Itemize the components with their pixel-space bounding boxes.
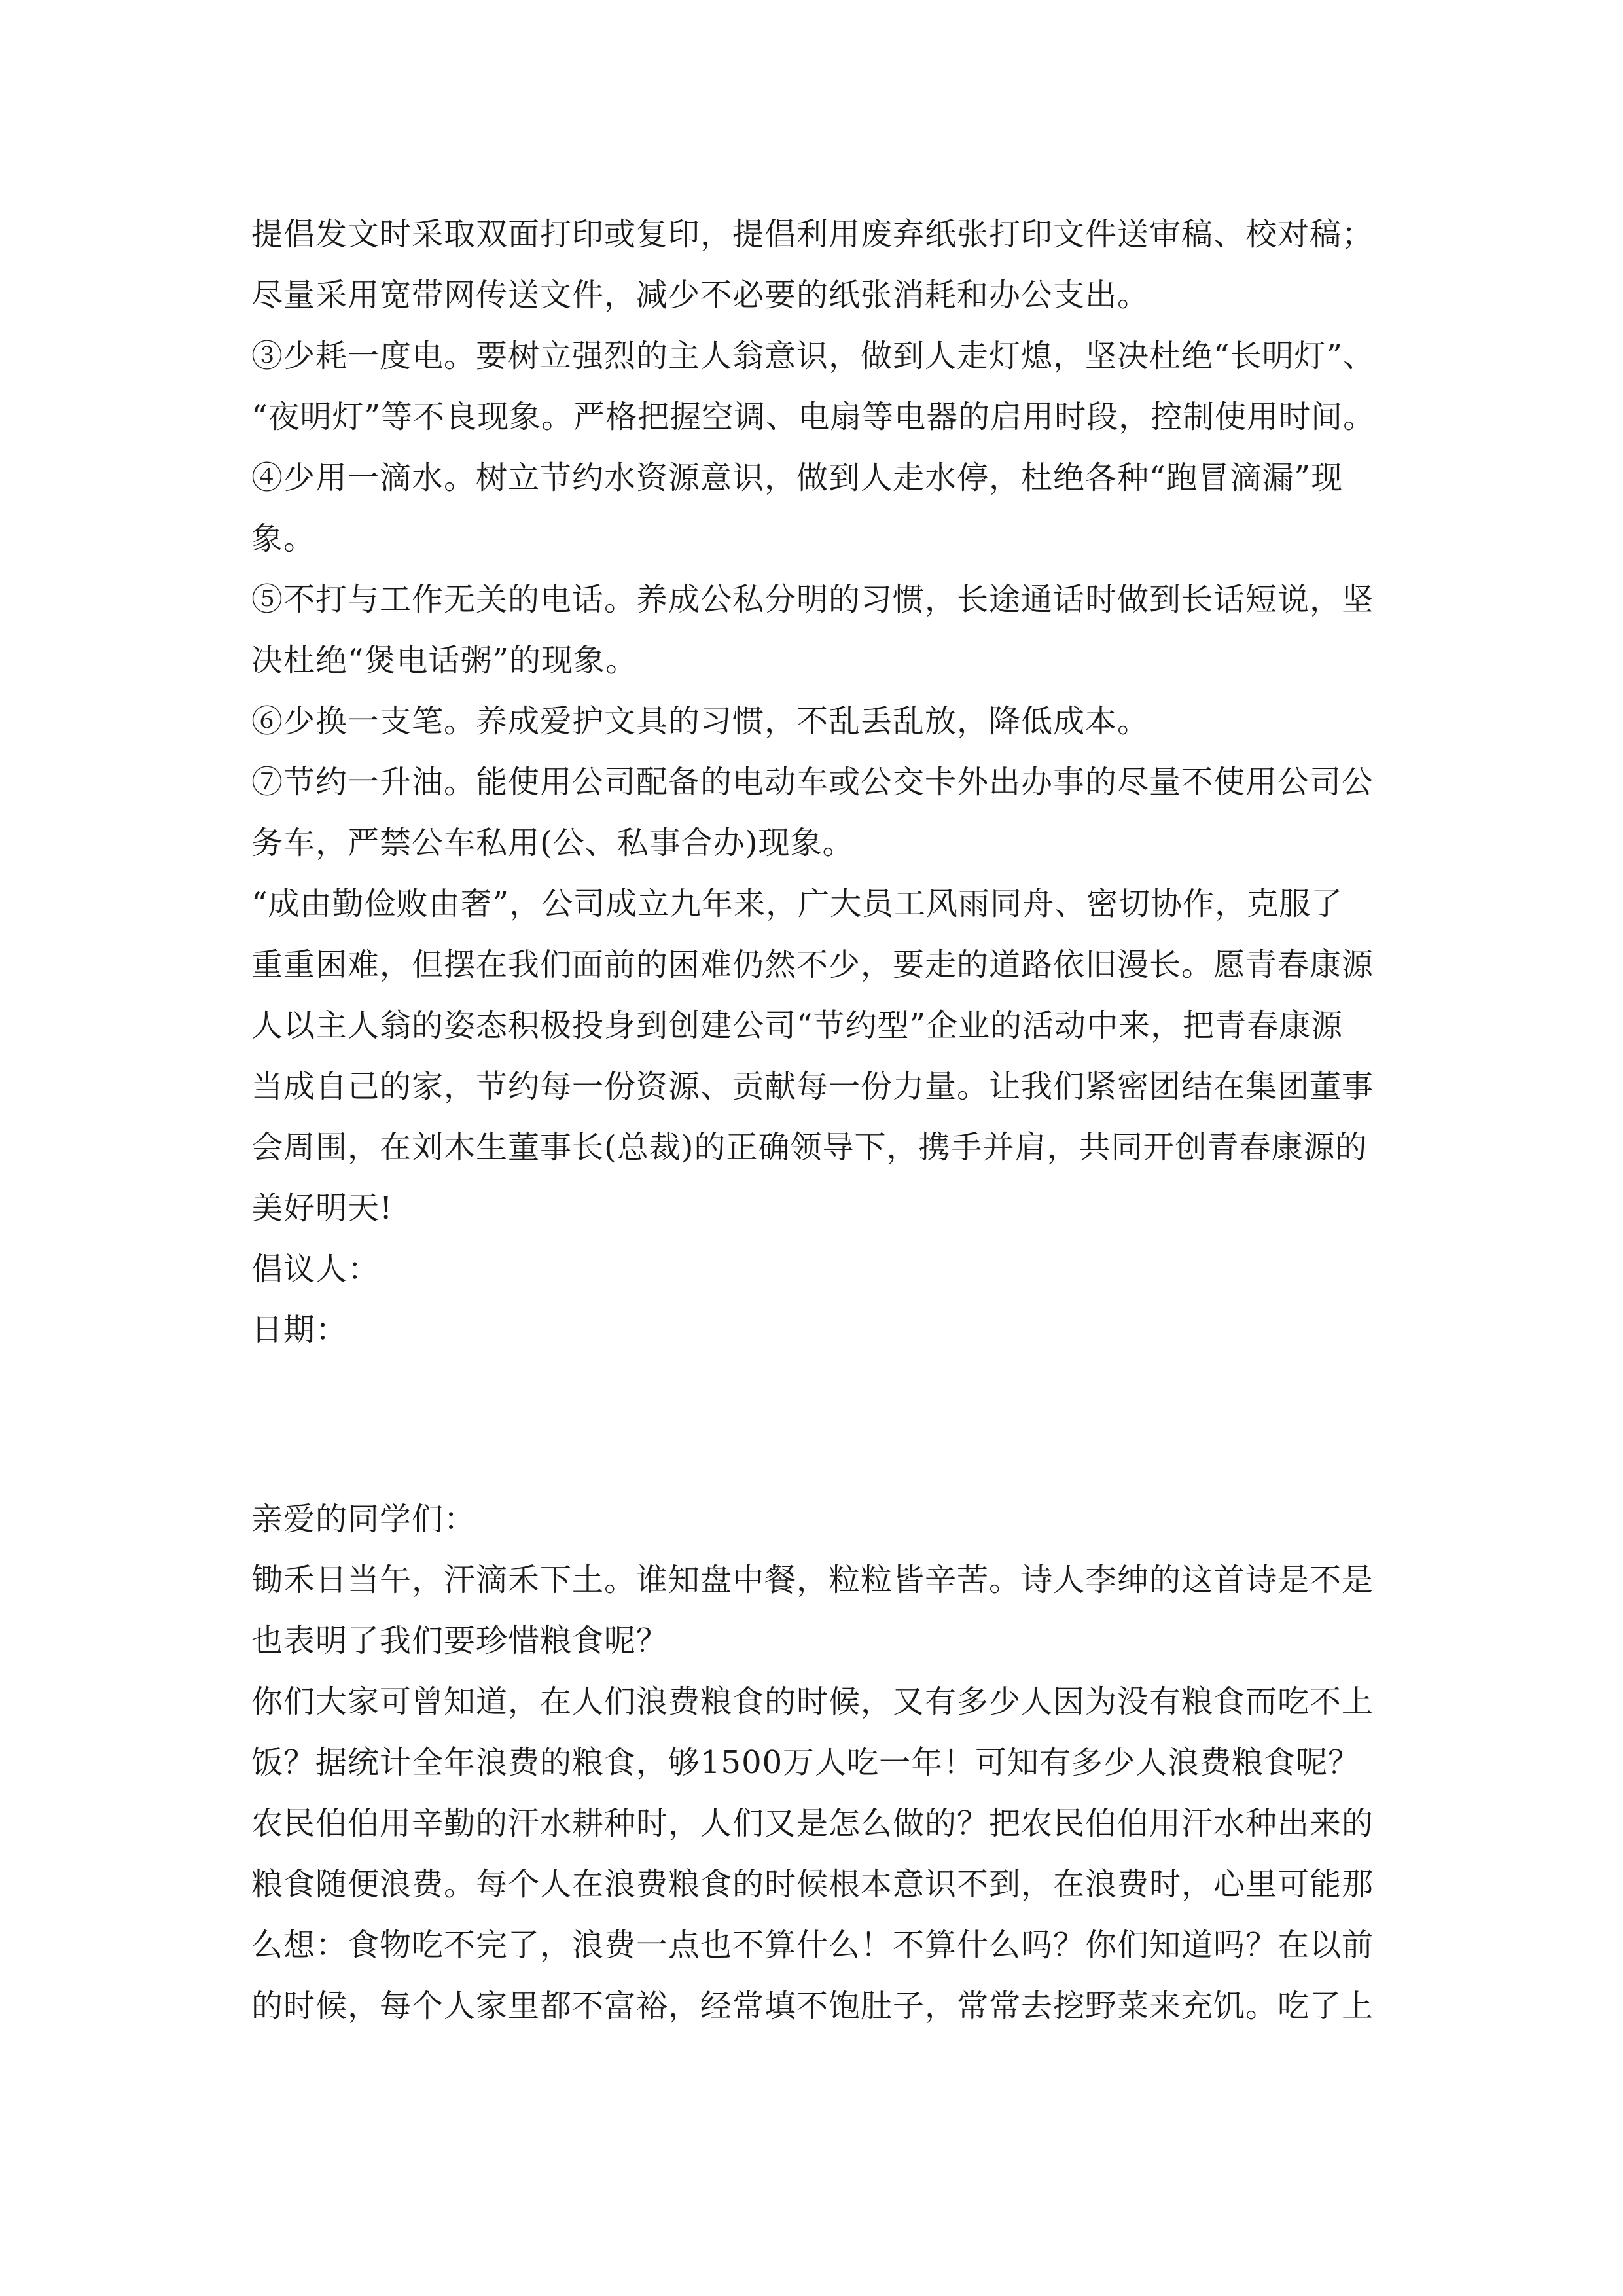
text-line: 也表明了我们要珍惜粮食呢？ xyxy=(251,1623,669,1659)
text-line: 饭？据统计全年浪费的粮食，够1500万人吃一年！可知有多少人浪费粮食呢？ xyxy=(251,1744,1361,1781)
text-line: 锄禾日当午，汗滴禾下土。谁知盘中餐，粒粒皆辛苦。诗人李绅的这首诗是不是 xyxy=(251,1562,1374,1598)
date-label: 日期： xyxy=(251,1312,348,1348)
speech-text-block xyxy=(251,1489,1403,2037)
salutation: 亲爱的同学们： xyxy=(251,1501,476,1537)
text-line: 提倡发文时采取双面打印或复印，提倡利用废弃纸张打印文件送审稿、校对稿； xyxy=(251,216,1374,253)
text-line: ⑥少换一支笔。养成爱护文具的习惯，不乱丢乱放，降低成本。 xyxy=(251,703,1150,740)
text-line: ⑤不打与工作无关的电话。养成公私分明的习惯，长途通话时做到长话短说，坚 xyxy=(251,581,1374,618)
text-line: 美好明天! xyxy=(251,1190,393,1227)
text-line: “成由勤俭败由奢”，公司成立九年来，广大员工风雨同舟、密切协作，克服了 xyxy=(251,886,1344,922)
text-line: 粮食随便浪费。每个人在浪费粮食的时候根本意识不到，在浪费时，心里可能那 xyxy=(251,1866,1374,1903)
text-line: 象。 xyxy=(251,520,316,557)
text-line: 当成自己的家，节约每一份资源、贡献每一份力量。让我们紧密团结在集团董事 xyxy=(251,1068,1374,1105)
text-line: 务车，严禁公车私用(公、私事合办)现象。 xyxy=(251,825,855,861)
text-line: ④少用一滴水。树立节约水资源意识，做到人走水停，杜绝各种“跑冒滴漏”现 xyxy=(251,459,1344,496)
text-line: 人以主人翁的姿态积极投身到创建公司“节约型”企业的活动中来，把青春康源 xyxy=(251,1007,1344,1044)
text-line: 农民伯伯用辛勤的汗水耕种时，人们又是怎么做的？把农民伯伯用汗水种出来的 xyxy=(251,1805,1374,1842)
text-line: 的时候，每个人家里都不富裕，经常填不饱肚子，常常去挖野菜来充饥。吃了上 xyxy=(251,1988,1374,2024)
text-line: 重重困难，但摆在我们面前的困难仍然不少，要走的道路依旧漫长。愿青春康源 xyxy=(251,946,1374,983)
text-line: 决杜绝“煲电话粥”的现象。 xyxy=(251,642,638,679)
text-line: ⑦节约一升油。能使用公司配备的电动车或公交卡外出办事的尽量不使用公司公 xyxy=(251,764,1374,800)
text-line: ③少耗一度电。要树立强烈的主人翁意识，做到人走灯熄，坚决杜绝“长明灯”、 xyxy=(251,338,1376,374)
text-line: 尽量采用宽带网传送文件，减少不必要的纸张消耗和办公支出。 xyxy=(251,277,1150,314)
text-line: 么想：食物吃不完了，浪费一点也不算什么！不算什么吗？你们知道吗？在以前 xyxy=(251,1927,1374,1964)
text-line: 会周围，在刘木生董事长(总裁)的正确领导下，携手并肩，共同开创青春康源的 xyxy=(251,1129,1368,1166)
initiator-label: 倡议人： xyxy=(251,1251,380,1287)
text-line: 你们大家可曾知道，在人们浪费粮食的时候，又有多少人因为没有粮食而吃不上 xyxy=(251,1683,1374,1720)
text-line: “夜明灯”等不良现象。严格把握空调、电扇等电器的启用时段，控制使用时间。 xyxy=(251,399,1376,435)
initiative-text-block xyxy=(251,204,1403,1361)
